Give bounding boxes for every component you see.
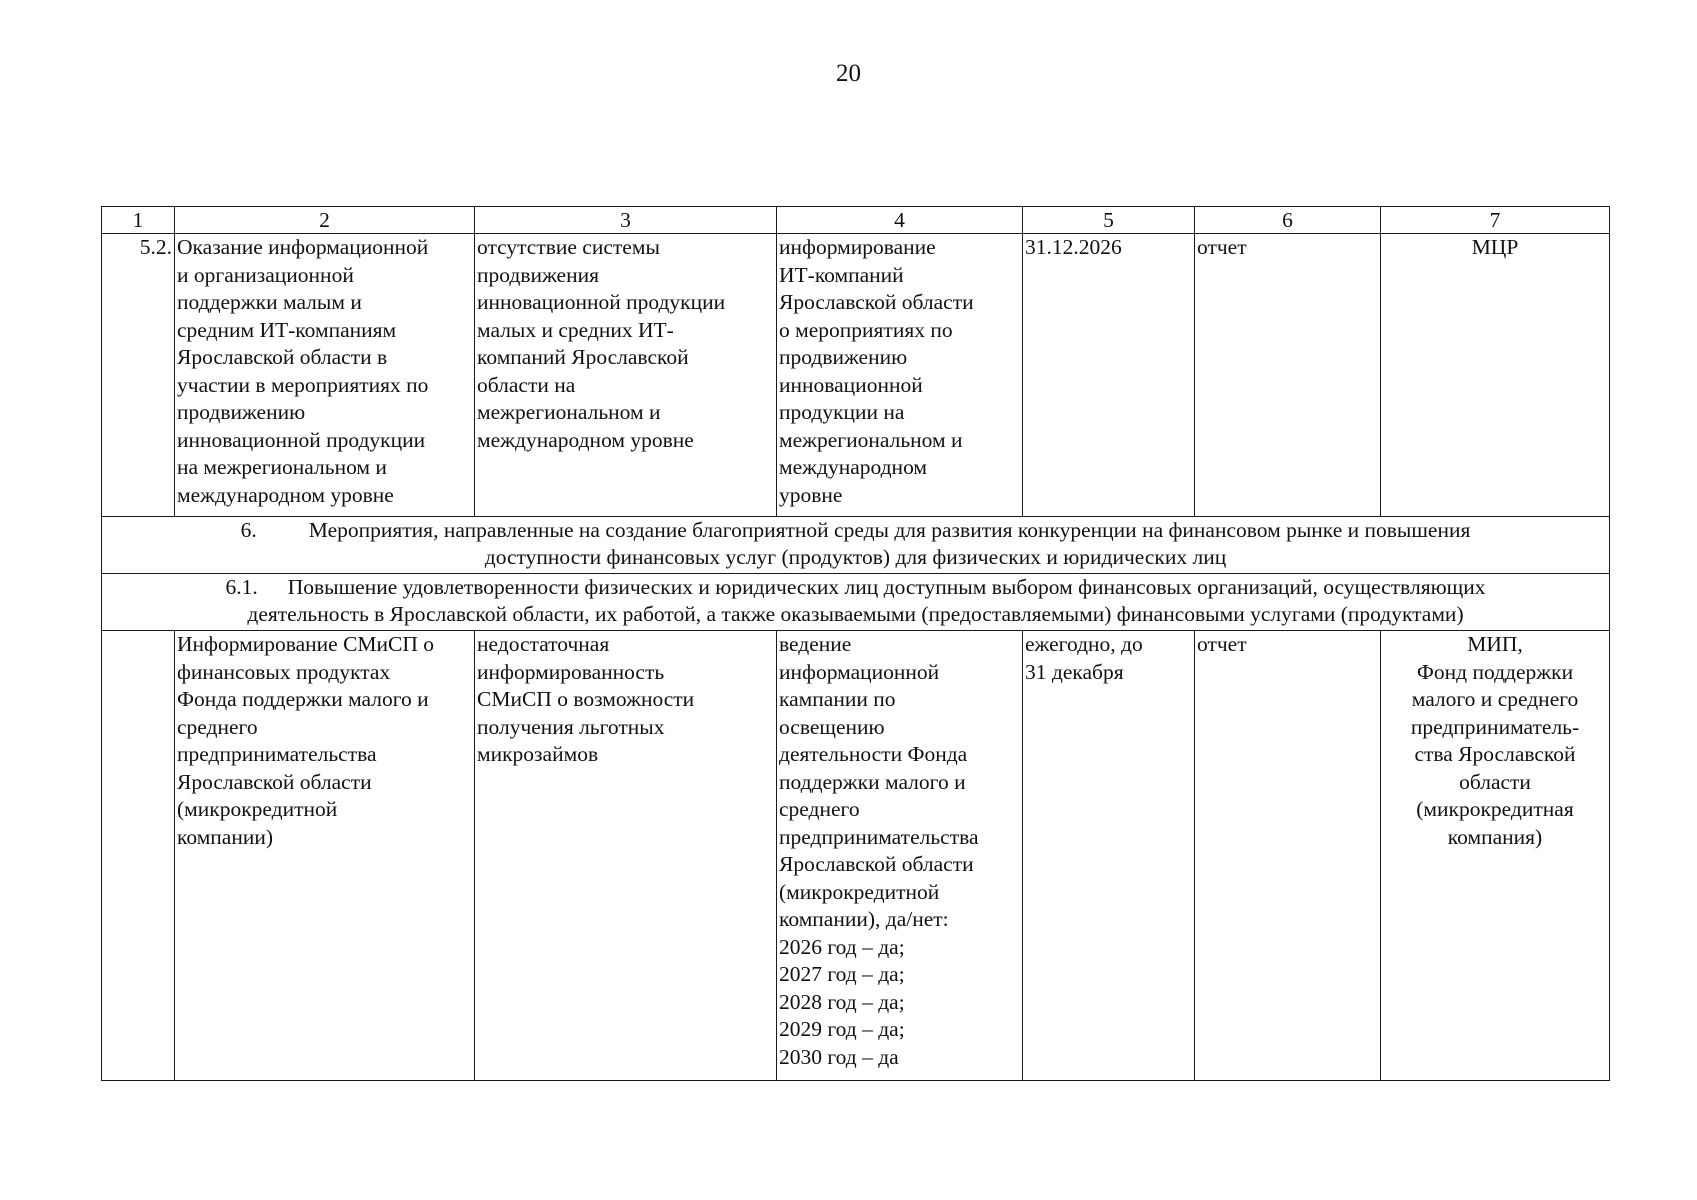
result-line: освещению (779, 714, 885, 739)
problem-line: малых и средних ИТ- (477, 317, 674, 342)
problem-line: информированность (477, 659, 665, 684)
event-line: (микрокредитной (177, 797, 338, 821)
problem-line: области на (477, 372, 576, 397)
executor-cell: МЦР (1381, 234, 1610, 517)
event-line: Информирование СМиСП о (177, 632, 435, 656)
result-line: компании), да/нет: (779, 907, 949, 931)
event-line: продвижению (177, 400, 306, 424)
measures-table (101, 206, 1610, 1081)
event-line: Ярославской области в (177, 345, 388, 369)
section-heading (102, 517, 1610, 574)
result-line: Ярославской области (779, 290, 974, 314)
result-line: деятельности Фонда (779, 742, 968, 766)
page-number: 20 (836, 60, 861, 87)
executor-line: компания) (1447, 824, 1543, 849)
problem-line: получения льготных (477, 714, 665, 739)
event-line: и организационной (177, 262, 354, 287)
table-row-6-1-item (102, 631, 1610, 1081)
result-line: о мероприятиях по (779, 317, 953, 342)
problem-line: продвижения (477, 262, 599, 287)
result-line: международном (779, 455, 928, 479)
result-line: ведение (779, 632, 852, 656)
result-line: уровне (779, 482, 843, 507)
deadline-cell: 31.12.2026 (1023, 234, 1195, 517)
subsection-number: 6.1. (225, 575, 258, 599)
event-line: на межрегиональном и (177, 455, 387, 479)
executor-line: ства Ярославской (1414, 742, 1576, 766)
problem-line: межрегиональном и (477, 400, 661, 424)
result-line: 2030 год – да (779, 1044, 899, 1069)
event-cell (175, 631, 475, 1081)
result-cell (777, 631, 1023, 1081)
executor-cell (1381, 631, 1610, 1081)
subsection-row-6-1 (102, 574, 1610, 631)
column-number-row (102, 207, 1610, 234)
problem-line: недостаточная (477, 632, 610, 656)
result-line: продукции на (779, 400, 905, 424)
problem-line: микрозаймов (477, 742, 599, 766)
row-number (102, 631, 175, 1081)
result-line: инновационной (779, 372, 923, 397)
problem-line: СМиСП о возможности (477, 687, 695, 711)
problem-line: отсутствие системы (477, 235, 660, 259)
event-line: компании) (177, 824, 274, 849)
executor-line: предприниматель- (1410, 714, 1580, 739)
event-line: финансовых продуктах (177, 659, 391, 684)
section-row-6 (102, 517, 1610, 574)
result-line: 2029 год – да; (779, 1017, 905, 1041)
result-line: поддержки малого и (779, 769, 966, 794)
section-title-line-2: доступности финансовых услуг (продуктов) для физических и юридических лиц (484, 545, 1227, 569)
executor-line: МИП, (1467, 632, 1523, 656)
event-cell (175, 234, 475, 517)
executor-line: области (1459, 769, 1531, 794)
subsection-title-line-2: деятельность в Ярославской области, их работой, а также оказываемыми (предоставляемыми) финансовыми услугами (продуктами) (247, 602, 1464, 626)
executor-line: малого и среднего (1411, 687, 1579, 711)
result-line: 2026 год – да; (779, 934, 905, 959)
column-header-2: 2 (175, 207, 475, 234)
event-line: участии в мероприятиях по (177, 372, 429, 397)
column-header-3: 3 (475, 207, 777, 234)
result-line: кампании по (779, 687, 896, 711)
table-row-5-2 (102, 234, 1610, 517)
result-line: 2028 год – да; (779, 989, 905, 1014)
subsection-heading (102, 574, 1610, 631)
column-header-4: 4 (777, 207, 1023, 234)
event-line: предпринимательства (177, 742, 377, 766)
column-header-6: 6 (1195, 207, 1381, 234)
result-line: среднего (779, 797, 860, 821)
result-line: ИТ-компаний (779, 262, 904, 287)
result-line: Ярославской области (779, 852, 974, 876)
executor-line: Фонд поддержки (1416, 659, 1574, 684)
result-line: 2027 год – да; (779, 962, 905, 986)
deadline-cell (1023, 631, 1195, 1081)
problem-line: инновационной продукции (477, 290, 726, 314)
event-line: Фонда поддержки малого и (177, 687, 429, 711)
result-cell (777, 234, 1023, 517)
section-number: 6. (240, 518, 257, 542)
document-cell: отчет (1195, 631, 1381, 1081)
section-title-line-1: 6. Мероприятия, направленные на создание благоприятной среды для развития конкуренции на финансовом рынке и повышения (240, 518, 1471, 542)
column-header-7: 7 (1381, 207, 1610, 234)
column-header-1: 1 (102, 207, 175, 234)
event-line: инновационной продукции (177, 427, 426, 452)
event-line: международном уровне (177, 482, 394, 507)
event-line: Ярославской области (177, 769, 372, 794)
problem-cell (475, 631, 777, 1081)
event-line: Оказание информационной (177, 235, 429, 259)
row-number: 5.2. (102, 234, 175, 517)
event-line: среднего (177, 714, 258, 739)
problem-line: компаний Ярославской (477, 345, 689, 369)
result-line: межрегиональном и (779, 427, 963, 452)
result-line: продвижению (779, 345, 908, 369)
result-line: предпринимательства (779, 824, 979, 849)
result-line: информационной (779, 659, 940, 684)
event-line: средним ИТ-компаниям (177, 317, 397, 342)
document-cell: отчет (1195, 234, 1381, 517)
problem-line: международном уровне (477, 427, 694, 452)
event-line: поддержки малым и (177, 290, 362, 314)
result-line: (микрокредитной (779, 879, 940, 904)
deadline-line: ежегодно, до (1025, 632, 1143, 656)
problem-cell (475, 234, 777, 517)
result-line: информирование (779, 235, 936, 259)
deadline-line: 31 декабря (1025, 659, 1124, 684)
subsection-title-line-1: 6.1. Повышение удовлетворенности физических и юридических лиц доступным выбором финансовых организаций, осуществляющих (225, 575, 1486, 599)
executor-line: (микрокредитная (1416, 797, 1574, 821)
column-header-5: 5 (1023, 207, 1195, 234)
